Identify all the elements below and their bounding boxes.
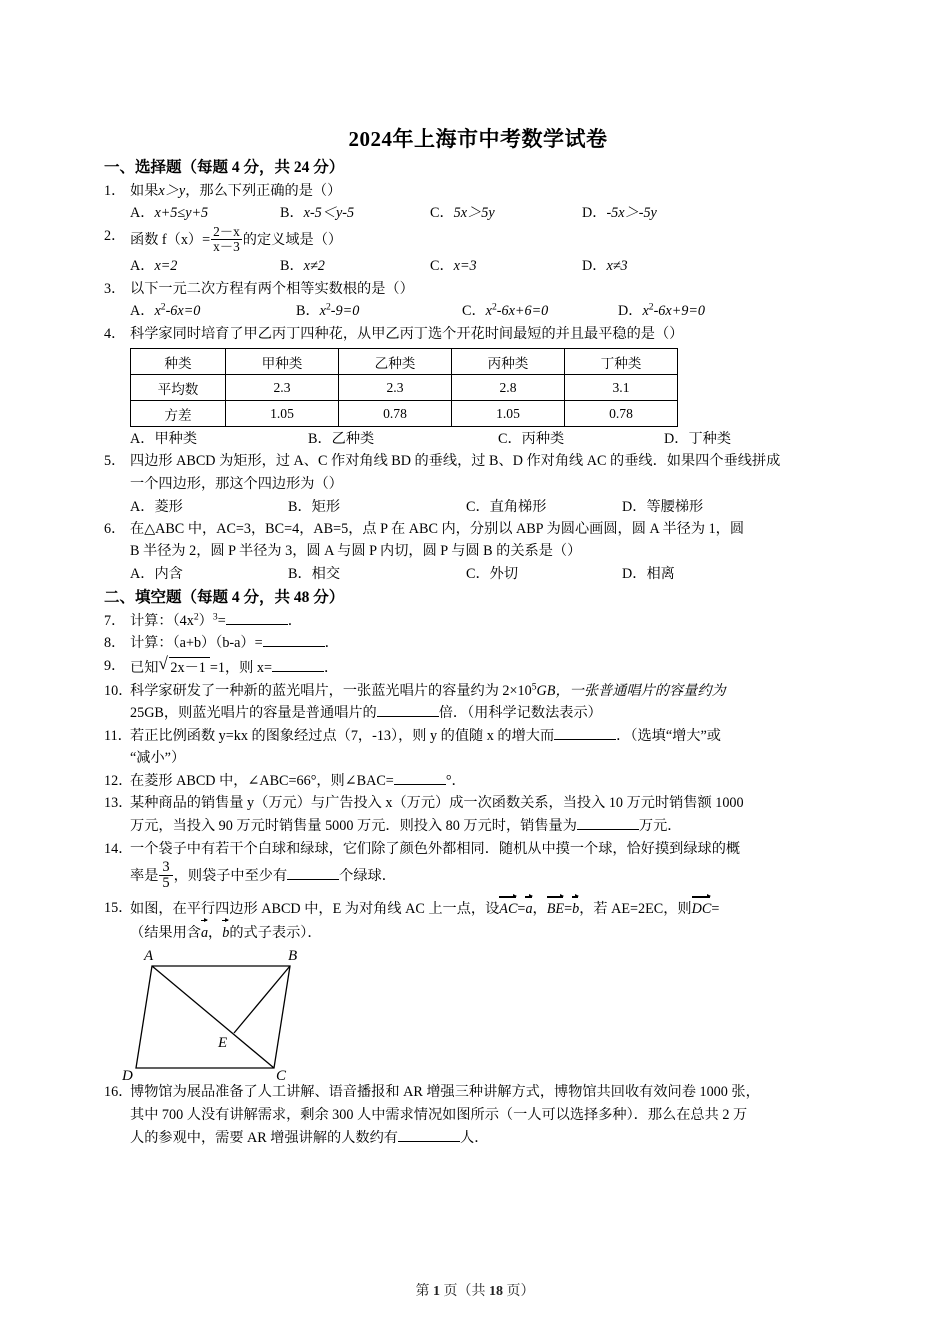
fraction-denominator: 5 (159, 875, 172, 891)
equals-1: = (517, 901, 526, 918)
question-1-text-a: 如果 (130, 182, 159, 199)
question-7-text-d: ． (287, 612, 302, 629)
question-13-line2-b: 万元． (638, 818, 682, 835)
question-6-number: 6． (104, 520, 126, 537)
question-15-number: 15． (104, 900, 133, 917)
separator-1: ， (532, 901, 547, 918)
question-2 (104, 223, 852, 256)
question-3-option-c[interactable] (462, 301, 618, 322)
option-label: C． (498, 431, 522, 448)
question-9-text-a: 已知 (130, 659, 159, 676)
question-6 (104, 519, 852, 541)
question-5-number: 5． (104, 453, 126, 470)
question-5-option-c[interactable] (466, 497, 622, 518)
answer-blank[interactable] (287, 879, 339, 880)
table-cell: 种类 (131, 349, 226, 375)
question-15-line2-wrap (104, 922, 852, 945)
question-15 (104, 898, 852, 921)
option-label: C． (430, 205, 454, 222)
option-base: x (154, 303, 161, 320)
section-heading-fill: 二、填空题（每题 4 分，共 48 分） (104, 589, 345, 607)
option-value: 丁种类 (688, 431, 732, 448)
option-label: B． (288, 498, 312, 515)
footer-suffix: 页） (506, 1284, 535, 1299)
question-4-text-b: ） (669, 325, 684, 342)
question-11-line1-b: ．（选填“增大”或 (616, 727, 721, 744)
answer-blank[interactable] (272, 671, 324, 672)
question-6-option-a[interactable] (130, 564, 288, 585)
table-cell: 乙种类 (339, 349, 452, 375)
option-label: D． (582, 205, 607, 222)
option-value: 等腰梯形 (646, 498, 704, 515)
question-6-line1: 在△ABC 中，AC=3，BC=4，AB=5，点 P 在 ABC 内，分别以 ABP 为圆心画圆，圆 A 半径为 1，圆 (130, 520, 745, 537)
question-15-line1-c: = (711, 901, 720, 918)
vector-b-2 (222, 922, 229, 945)
page-title: 2024年上海市中考数学试卷 (348, 127, 608, 151)
question-7-text-c: = (217, 612, 226, 629)
option-base: x (642, 303, 649, 320)
question-3-option-d[interactable] (618, 301, 705, 322)
question-2-text-c: ） (327, 231, 343, 248)
question-6-line2: B 半径为 2，圆 P 半径为 3，圆 A 与圆 P 内切，圆 P 与圆 B 的关系是（ (130, 543, 568, 560)
question-15-line1-b: ，若 AE=2EC，则 (579, 901, 692, 918)
question-5-line2b: ） (328, 476, 343, 493)
option-label: D． (664, 431, 689, 448)
answer-blank[interactable] (554, 739, 616, 740)
option-label: C． (430, 258, 454, 275)
option-rest: ‑9=0 (330, 303, 360, 320)
option-label: B． (296, 303, 320, 320)
question-1-text-c: ） (327, 182, 342, 199)
option-rest: ‑6x+6=0 (496, 303, 549, 320)
question-2-option-a[interactable] (130, 256, 280, 277)
option-label: A． (130, 566, 155, 583)
question-16-line1: 博物馆为展品准备了人工讲解、语音播报和 AR 增强三种讲解方式，博物馆共回收有效问卷 1000 张， (130, 1084, 760, 1101)
question-5-line2-wrap (104, 474, 852, 496)
question-1-option-b[interactable] (280, 203, 430, 224)
question-4-option-b[interactable] (308, 429, 498, 450)
page-footer (0, 1280, 950, 1300)
answer-blank[interactable] (263, 646, 325, 647)
option-value: x≠3 (606, 258, 628, 275)
question-2-option-c[interactable] (430, 256, 582, 277)
question-11 (104, 726, 852, 748)
question-1-option-a[interactable] (130, 203, 280, 224)
label-b: B (288, 948, 298, 965)
option-rest: ‑6x=0 (165, 303, 201, 320)
question-7-text-a: 计算：（4x (130, 612, 194, 629)
answer-blank[interactable] (394, 784, 446, 785)
fraction-numerator: 2－x (213, 223, 240, 239)
table-cell: 3.1 (565, 375, 678, 401)
option-label: A． (130, 205, 155, 222)
option-exponent: 2 (160, 301, 166, 313)
question-6-option-d[interactable] (622, 564, 675, 585)
option-value: x=3 (453, 258, 477, 275)
question-7 (104, 611, 852, 633)
option-exponent: 2 (325, 301, 331, 313)
parallelogram-svg (122, 948, 352, 1080)
question-13-line2-a: 万元，当投入 90 万元时销售量 5000 万元．则投入 80 万元时，销售量为 (130, 818, 577, 835)
option-label: A． (130, 258, 155, 275)
vector-label: DC (691, 901, 712, 918)
question-13-line2-wrap (104, 816, 852, 838)
option-value: 内含 (154, 566, 183, 583)
question-2-options (104, 256, 852, 277)
option-value: x+5≤y+5 (154, 205, 209, 222)
option-value: x≠2 (303, 258, 325, 275)
question-2-fraction (211, 225, 242, 255)
equals-2: = (564, 901, 573, 918)
table-cell: 2.8 (452, 375, 565, 401)
question-16-line3-a: 人的参观中，需要 AR 增强讲解的人数约有 (130, 1129, 398, 1146)
question-14-fraction (159, 860, 172, 891)
vector-a (525, 898, 532, 921)
question-5-option-d[interactable] (622, 497, 703, 518)
option-label: D． (622, 498, 647, 515)
table-cell: 1.05 (452, 401, 565, 427)
footer-page-number: 1 (433, 1284, 440, 1299)
question-15-line2-b: 的式子表示）． (229, 924, 322, 941)
vector-b (572, 898, 579, 921)
answer-blank[interactable] (577, 829, 639, 830)
option-value: ‑5x＞‑5y (606, 205, 657, 222)
question-2-number: 2． (104, 227, 126, 244)
question-7-number: 7． (104, 612, 126, 629)
option-exponent: 2 (648, 301, 654, 313)
footer-total-pages: 18 (489, 1284, 503, 1299)
question-15-line1-a: 如图，在平行四边形 ABCD 中，E 为对角线 AC 上一点，设 (130, 901, 500, 918)
table-cell: 0.78 (565, 401, 678, 427)
vector-label: b (222, 924, 230, 941)
option-exponent: 2 (491, 301, 497, 313)
option-label: D． (622, 566, 647, 583)
question-14-line1: 一个袋子中有若干个白球和绿球，它们除了颜色外都相同．随机从中摸一个球，恰好摸到绿球的概 (130, 840, 741, 857)
page-content (104, 126, 852, 1150)
vector-a-2 (201, 922, 208, 945)
question-14-line2-a: 率是 (130, 868, 159, 885)
question-3 (104, 279, 852, 301)
footer-prefix: 第 (415, 1284, 430, 1299)
question-1-inequality: x＞y (158, 182, 186, 199)
question-11-line2-wrap (104, 748, 852, 770)
question-6-option-b[interactable] (288, 564, 466, 585)
table-cell: 丙种类 (452, 349, 565, 375)
question-4 (104, 324, 852, 346)
question-1-number: 1． (104, 182, 126, 199)
question-16-line2: 其中 700 人没有讲解需求，剩余 300 人中需求情况如图所示（一人可以选择多种）．那么在总共 2 万 (130, 1107, 748, 1124)
question-4-option-a[interactable] (130, 429, 308, 450)
question-5-options (104, 497, 852, 518)
question-3-text-a: 以下一元二次方程有两个相等实数根的是（ (130, 280, 400, 297)
vector-label: a (200, 924, 209, 941)
table-row (131, 375, 678, 401)
table-cell: 平均数 (131, 375, 226, 401)
option-label: B． (280, 205, 304, 222)
question-10-line2-b: 倍．（用科学记数法表示） (438, 705, 602, 722)
footer-middle: 页（共 (443, 1284, 486, 1299)
vector-dc (692, 898, 712, 921)
option-label: A． (130, 303, 155, 320)
question-1 (104, 181, 852, 203)
option-value: 甲种类 (154, 431, 198, 448)
label-a: A (144, 948, 154, 965)
question-13-line1: 某种商品的销售量 y（万元）与广告投入 x（万元）成一次函数关系，当投入 10 万元时销售额 1000 (130, 795, 744, 812)
question-8-number: 8． (104, 635, 126, 652)
question-2-text-a: 函数 f（x）= (130, 231, 211, 248)
question-2-text-b: 的定义域是（ (242, 231, 328, 248)
question-4-option-c[interactable] (498, 429, 664, 450)
question-3-text-b: ） (399, 280, 414, 297)
question-10-line1-b: GB，一张普通唱片的容量约为 (536, 682, 726, 699)
vector-label: BE (546, 901, 565, 918)
option-label: B． (288, 566, 312, 583)
option-rest: ‑6x+9=0 (653, 303, 706, 320)
option-value: 外切 (489, 566, 519, 583)
label-c: C (276, 1068, 287, 1081)
table-cell: 0.78 (339, 401, 452, 427)
option-value: 矩形 (311, 498, 341, 515)
question-10-line2-wrap (104, 703, 852, 725)
question-4-options (104, 429, 852, 450)
question-5 (104, 451, 852, 473)
option-label: D． (618, 303, 643, 320)
option-value: x=2 (154, 258, 178, 275)
question-1-text-b: ，那么下列正确的是（ (185, 182, 328, 199)
option-value: x‑5＜y‑5 (303, 205, 355, 222)
option-value: 相离 (646, 566, 675, 583)
vector-ac (499, 898, 517, 921)
radical-sign: √ (158, 653, 168, 673)
option-value: 丙种类 (521, 431, 565, 448)
question-9-number: 9． (104, 657, 126, 674)
fraction-numerator: 3 (162, 859, 170, 876)
question-8-text-a: 计算：（a+b）（b‑a）= (130, 635, 263, 652)
question-11-line2: “减小”） (130, 750, 186, 767)
diagonal-ac (152, 966, 274, 1068)
table-cell: 2.3 (339, 375, 452, 401)
answer-blank[interactable] (377, 716, 439, 717)
question-10-number: 10． (104, 682, 133, 699)
question-16-line3-b: 人． (460, 1129, 489, 1146)
option-value: 直角梯形 (489, 498, 547, 515)
question-9 (104, 653, 852, 680)
option-label: C． (466, 566, 490, 583)
option-base: x (485, 303, 492, 320)
question-12-number: 12． (104, 772, 133, 789)
option-value: 乙种类 (331, 431, 375, 448)
question-8 (104, 633, 852, 655)
question-14-line2-b: ，则袋子中至少有 (173, 868, 288, 885)
option-label: D． (582, 258, 607, 275)
option-label: B． (308, 431, 332, 448)
question-2-option-d[interactable] (582, 256, 628, 277)
answer-blank[interactable] (398, 1141, 460, 1142)
table-cell: 1.05 (226, 401, 339, 427)
question-11-line1-a: 若正比例函数 y=kx 的图象经过点（7，‑13），则 y 的值随 x 的增大而 (130, 727, 555, 744)
question-10-line1-a: 科学家研发了一种新的蓝光唱片，一张蓝光唱片的容量约为 2×10 (130, 682, 532, 699)
question-7-exp-outer: 3 (212, 611, 218, 623)
option-label: A． (130, 498, 155, 515)
question-1-options (104, 203, 852, 224)
question-14-line2-wrap (104, 861, 852, 892)
question-3-number: 3． (104, 280, 126, 297)
vector-label: b (572, 901, 580, 918)
table-cell: 方差 (131, 401, 226, 427)
question-6-options (104, 564, 852, 585)
section-heading-choice: 一、选择题（每题 4 分，共 24 分） (104, 159, 345, 177)
question-4-text-a: 科学家同时培育了甲乙丙丁四种花，从甲乙丙丁选个开花时间最短的并且最平稳的是（ (130, 325, 670, 342)
question-3-option-b[interactable] (296, 301, 462, 322)
answer-blank[interactable] (226, 624, 288, 625)
question-3-option-a[interactable] (130, 301, 296, 322)
question-8-text-b: ． (324, 635, 339, 652)
table-row (131, 401, 678, 427)
question-11-number: 11． (104, 727, 132, 744)
label-d: D (122, 1068, 133, 1081)
question-12-text-a: 在菱形 ABCD 中，∠ABC=66°，则∠BAC= (130, 772, 394, 789)
question-9-text-c: ． (324, 659, 339, 676)
question-4-number: 4． (104, 325, 126, 342)
option-value: 菱形 (154, 498, 183, 515)
vector-label: AC (499, 901, 518, 918)
question-7-exp-inner: 2 (193, 611, 199, 623)
question-13 (104, 793, 852, 815)
fraction-denominator: x－3 (213, 239, 240, 254)
question-6-line2b: ） (567, 543, 582, 560)
question-1-option-d[interactable] (582, 203, 657, 224)
table-cell: 丁种类 (565, 349, 678, 375)
question-6-option-c[interactable] (466, 564, 622, 585)
question-1-option-c[interactable] (430, 203, 582, 224)
vector-label: a (525, 901, 533, 918)
option-value: 5x＞5y (453, 205, 495, 222)
question-16-line3-wrap (104, 1128, 852, 1150)
table-cell: 2.3 (226, 375, 339, 401)
question-6-line2-wrap (104, 541, 852, 563)
question-14-line2-c: 个绿球． (339, 868, 396, 885)
question-9-radical (158, 653, 209, 680)
question-10-line2-a: 25GB，则蓝光唱片的容量是普通唱片的 (130, 705, 377, 722)
question-10 (104, 681, 852, 703)
question-2-option-b[interactable] (280, 256, 430, 277)
question-16-line2-wrap (104, 1105, 852, 1127)
question-3-options (104, 301, 852, 322)
question-4-data-table (130, 348, 678, 427)
option-label: C． (462, 303, 486, 320)
separator-2: ， (208, 924, 223, 941)
question-7-text-b: ） (198, 612, 213, 629)
question-13-number: 13． (104, 795, 133, 812)
option-base: x (319, 303, 326, 320)
table-cell: 甲种类 (226, 349, 339, 375)
table-row (131, 349, 678, 375)
question-12 (104, 771, 852, 793)
option-label: A． (130, 431, 155, 448)
option-label: B． (280, 258, 304, 275)
radicand: 2x－1 (169, 657, 209, 680)
question-9-text-b: =1，则 x= (209, 659, 272, 676)
question-10-exponent: 5 (531, 680, 537, 692)
question-5-line1: 四边形 ABCD 为矩形，过 A、C 作对角线 BD 的垂线，过 B、D 作对角线 AC 的垂线．如果四个垂线拼成 (130, 453, 781, 470)
question-16-number: 16． (104, 1084, 133, 1101)
question-14-number: 14． (104, 840, 133, 857)
question-14 (104, 839, 852, 861)
question-5-option-a[interactable] (130, 497, 288, 518)
question-5-line2: 一个四边形，那这个四边形为（ (130, 476, 329, 493)
question-5-option-b[interactable] (288, 497, 466, 518)
option-label: C． (466, 498, 490, 515)
question-16 (104, 1082, 852, 1104)
parallelogram-figure (122, 948, 352, 1080)
question-15-line2-a: （结果用含 (130, 924, 201, 941)
label-e: E (218, 1035, 228, 1052)
question-4-option-d[interactable] (664, 429, 731, 450)
option-value: 相交 (311, 566, 341, 583)
vector-be (547, 898, 564, 921)
question-12-text-b: °． (445, 772, 466, 789)
